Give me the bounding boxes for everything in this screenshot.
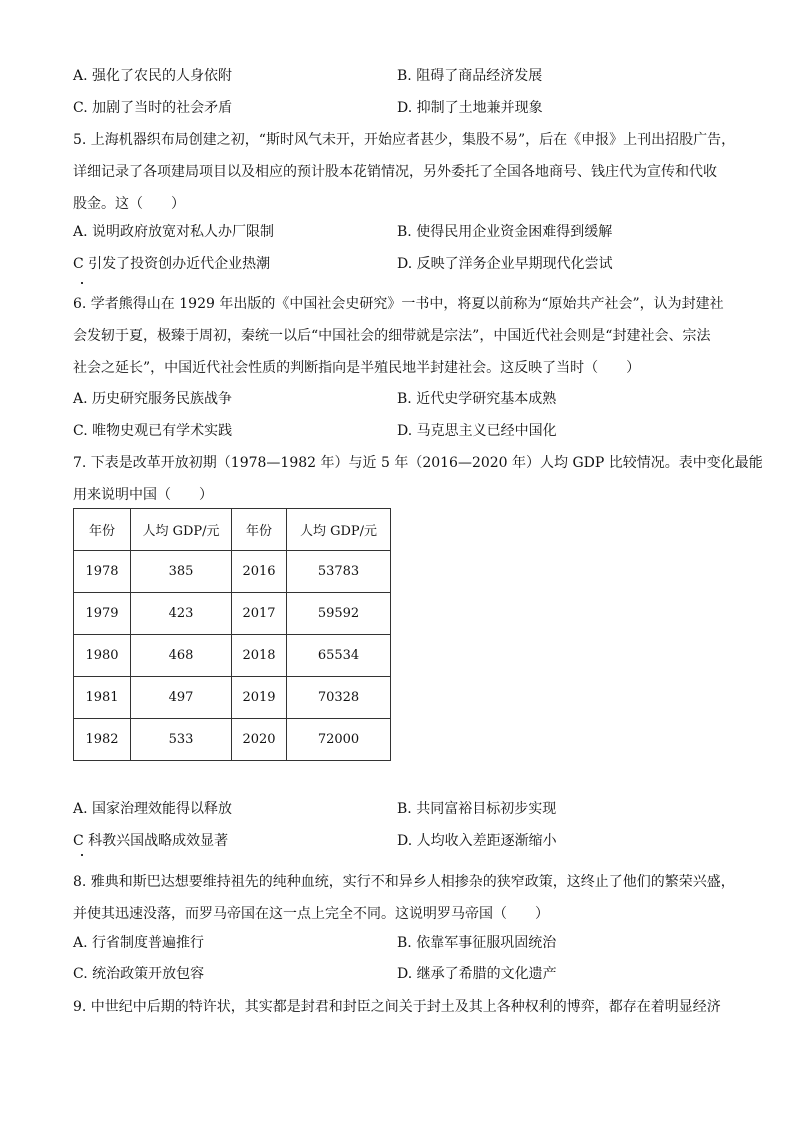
q5-option-c: C 引发了投资创办近代企业热潮 [73,256,271,272]
q6-option-d: D. 马克思主义已经中国化 [397,423,557,439]
table-cell: 1982 [74,719,131,761]
table-cell: 423 [131,593,232,635]
q8-options-row-1 [73,933,733,953]
table-cell: 497 [131,677,232,719]
table-row [74,593,391,635]
table-cell: 385 [131,551,232,593]
table-cell: 65534 [287,635,391,677]
gdp-table [73,508,391,761]
table-header-year-1: 年份 [74,509,131,551]
q7-option-c: C 科教兴国战略成效显著 [73,833,229,849]
q5-options-row-1 [73,222,733,242]
q7-options-row-2 [73,831,733,851]
q4-option-d: D. 抑制了土地兼并现象 [397,100,543,116]
q7-option-a: A. 国家治理效能得以释放 [73,801,233,817]
table-cell: 2019 [232,677,287,719]
table-header-row [74,509,391,551]
q5-line-1: 5. 上海机器织布局创建之初，“斯时风气未开，开始应者甚少，集股不易”，后在《申报》上刊出招股广告， [73,132,736,148]
question-5-stem [73,124,737,220]
q6-options-row-1 [73,389,733,409]
q8-option-c: C. 统治政策开放包容 [73,966,205,982]
question-9-stem [73,991,737,1023]
table-cell: 59592 [287,593,391,635]
table-cell: 1980 [74,635,131,677]
table-cell: 53783 [287,551,391,593]
q8-option-d: D. 继承了希腊的文化遗产 [397,966,557,982]
table-row [74,677,391,719]
table-cell: 533 [131,719,232,761]
table-row [74,719,391,761]
q9-line-1: 9. 中世纪中后期的特许状，其实都是封君和封臣之间关于封土及其上各种权利的博弈，都存在着明显经济 [73,999,721,1015]
table-header-gdp-2: 人均 GDP/元 [287,509,391,551]
q6-option-b: B. 近代史学研究基本成熟 [397,391,557,407]
table-cell: 2018 [232,635,287,677]
q6-option-c: C. 唯物史观已有学术实践 [73,423,233,439]
table-row [74,635,391,677]
q7-line-2: 用来说明中国（ ） [73,487,213,503]
q6-line-1: 6. 学者熊得山在 1929 年出版的《中国社会史研究》一书中，将夏以前称为“原始共产社会”，认为封建社 [73,296,724,312]
q6-line-2: 会发轫于夏，极臻于周初，秦统一以后“中国社会的细带就是宗法”，中国近代社会则是“封建社会、宗法 [73,328,711,344]
scan-dot [81,854,83,856]
table-cell: 1978 [74,551,131,593]
table-row [74,551,391,593]
table-cell: 1981 [74,677,131,719]
q4-option-c: C. 加剧了当时的社会矛盾 [73,100,233,116]
question-6-stem [73,288,737,384]
question-8-stem [73,866,737,930]
q5-line-3: 股金。这（ ） [73,196,185,212]
q4-options-row-2 [73,98,733,118]
q8-line-2: 并使其迅速没落，而罗马帝国在这一点上完全不同。这说明罗马帝国（ ） [73,906,549,922]
q7-options-row-1 [73,799,733,819]
q8-line-1: 8. 雅典和斯巴达想要维持祖先的纯种血统，实行不和异乡人相掺杂的狭窄政策，这终止了他们的繁荣兴盛， [73,874,735,890]
q7-line-1: 7. 下表是改革开放初期（1978—1982 年）与近 5 年（2016—2020 年）人均 GDP 比较情况。表中变化最能 [73,455,763,471]
table-cell: 72000 [287,719,391,761]
q4-option-a: A. 强化了农民的人身依附 [73,68,233,84]
table-cell: 2020 [232,719,287,761]
table-cell: 468 [131,635,232,677]
table-header-year-2: 年份 [232,509,287,551]
q5-option-a: A. 说明政府放宽对私人办厂限制 [73,224,275,240]
q8-option-b: B. 依靠军事征服巩固统治 [397,935,557,951]
table-cell: 2016 [232,551,287,593]
q6-line-3: 社会之延长”，中国近代社会性质的判断指向是半殖民地半封建社会。这反映了当时（ ） [73,360,641,376]
q5-option-b: B. 使得民用企业资金困难得到缓解 [397,224,613,240]
q8-option-a: A. 行省制度普遍推行 [73,935,205,951]
q6-options-row-2 [73,421,733,441]
q5-option-d: D. 反映了洋务企业早期现代化尝试 [397,256,613,272]
q5-line-2: 详细记录了各项建局项目以及相应的预计股本花销情况，另外委托了全国各地商号、钱庄代为宣传和代收 [73,164,717,180]
q7-option-d: D. 人均收入差距逐渐缩小 [397,833,557,849]
q7-option-b: B. 共同富裕目标初步实现 [397,801,557,817]
table-cell: 1979 [74,593,131,635]
q4-options-row-1 [73,66,733,86]
question-7-stem [73,447,763,511]
q6-option-a: A. 历史研究服务民族战争 [73,391,233,407]
table-cell: 70328 [287,677,391,719]
table-header-gdp-1: 人均 GDP/元 [131,509,232,551]
q5-options-row-2 [73,254,733,274]
q4-option-b: B. 阻碍了商品经济发展 [397,68,543,84]
table-cell: 2017 [232,593,287,635]
q8-options-row-2 [73,964,733,984]
scan-dot [81,282,83,284]
